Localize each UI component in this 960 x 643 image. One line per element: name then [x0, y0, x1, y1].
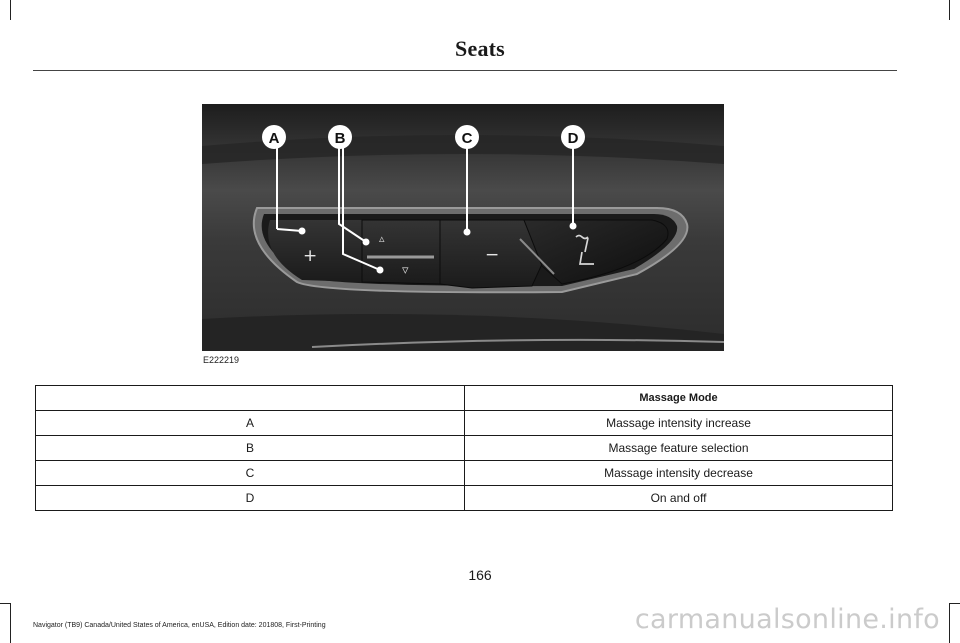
watermark: carmanualsonline.info	[634, 604, 940, 635]
crop-mark-bottom-left-v	[10, 603, 11, 643]
header-rule	[33, 70, 897, 71]
page-number: 166	[468, 567, 492, 583]
callout-b-label: B	[334, 130, 346, 147]
crop-mark-top-right-v	[949, 0, 950, 20]
table-header-cell	[36, 386, 465, 411]
table-cell-description: Massage feature selection	[465, 436, 893, 461]
svg-text:−: −	[485, 245, 500, 265]
massage-mode-table	[35, 385, 893, 511]
crop-mark-bottom-right-v	[949, 603, 950, 643]
crop-mark-bottom-left-h	[0, 603, 11, 604]
massage-controls-figure	[202, 104, 724, 351]
page-header-title: Seats	[455, 36, 505, 61]
svg-text:+: +	[303, 246, 318, 266]
massage-controls-illustration	[202, 104, 724, 351]
figure-id: E222219	[203, 355, 240, 365]
table-header-cell: Massage Mode	[465, 386, 893, 411]
table-header-row	[36, 386, 893, 411]
table-cell-key: D	[36, 486, 465, 511]
footer-edition-text: Navigator (TB9) Canada/United States of America, enUSA, Edition date: 201808, First-Printing	[33, 622, 326, 629]
callout-c-label: C	[461, 130, 473, 147]
table-cell-description: Massage intensity increase	[465, 411, 893, 436]
table-row	[36, 411, 893, 436]
callout-a-label: A	[268, 130, 280, 147]
svg-text:▵: ▵	[379, 232, 385, 245]
crop-mark-bottom-right-h	[949, 603, 960, 604]
table-cell-description: On and off	[465, 486, 893, 511]
table-cell-description: Massage intensity decrease	[465, 461, 893, 486]
table-cell-key: B	[36, 436, 465, 461]
svg-text:▿: ▿	[402, 263, 409, 278]
table-row	[36, 436, 893, 461]
crop-mark-top-left-v	[10, 0, 11, 20]
callout-d-label: D	[567, 130, 579, 147]
table-cell-key: A	[36, 411, 465, 436]
table-row	[36, 486, 893, 511]
table-cell-key: C	[36, 461, 465, 486]
table-row	[36, 461, 893, 486]
